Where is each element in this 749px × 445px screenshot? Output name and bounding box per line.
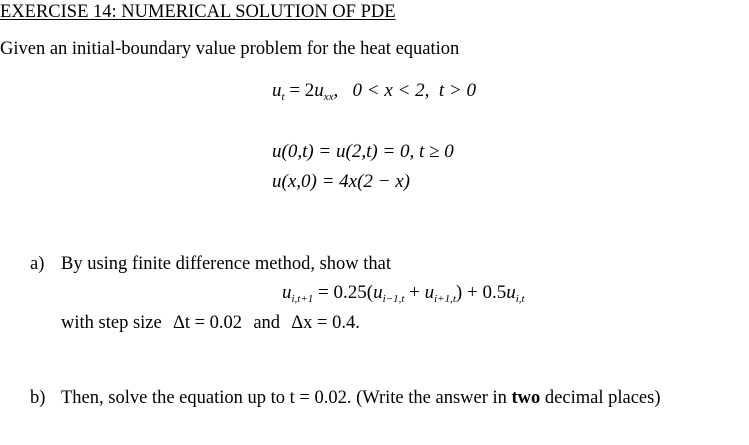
pde-rhs-var: u [314,80,324,101]
scheme-tail: ) + 0.5 [455,282,507,303]
scheme-term2-var: u [424,282,435,303]
pde-lhs-sub: t [281,91,285,103]
part-b-text-after: decimal places) [544,388,661,408]
scheme-term3-var: u [506,282,516,303]
pde-lhs-var: u [272,80,282,101]
step-prefix: with step size [61,313,162,333]
pde-rhs-sub: xx [323,91,334,103]
pde-domain: , 0 < x < 2, t > 0 [333,80,476,101]
step-and: and [253,313,281,333]
part-b-bold-word: two [511,388,541,408]
part-b-t-value: t = 0.02 [289,388,347,408]
heat-equation [272,80,476,102]
scheme-term1-var: u [373,282,383,303]
scheme-term1-sub: i−1,t [382,293,405,305]
initial-condition: u(x,0) = 4x(2 − x) [272,171,411,192]
scheme-lhs-sub: i,t+1 [291,293,314,305]
problem-intro: Given an initial-boundary value problem for the heat equation [0,39,460,59]
step-dx: Δx = 0.4. [291,313,360,333]
part-b-text [61,388,660,409]
part-b-text-before: Then, solve the equation up to [61,388,286,408]
step-dt: Δt = 0.02 [172,313,243,333]
page-title: EXERCISE 14: NUMERICAL SOLUTION OF PDE [0,2,396,22]
scheme-term3-sub: i,t [515,293,525,305]
pde-eq-sign: = 2 [284,80,315,101]
step-size-line [61,313,360,334]
boundary-condition: u(0,t) = u(2,t) = 0, t ≥ 0 [272,141,454,162]
scheme-plus: + [404,282,425,303]
part-a-letter: a) [30,254,45,274]
scheme-lhs-var: u [282,282,292,303]
part-b-text-mid: . (Write the answer in [346,388,507,408]
part-b-letter: b) [30,388,46,408]
difference-scheme [282,282,525,304]
part-a-text: By using finite difference method, show that [61,254,392,274]
scheme-mid: = 0.25( [313,282,374,303]
scheme-term2-sub: i+1,t [434,293,456,305]
